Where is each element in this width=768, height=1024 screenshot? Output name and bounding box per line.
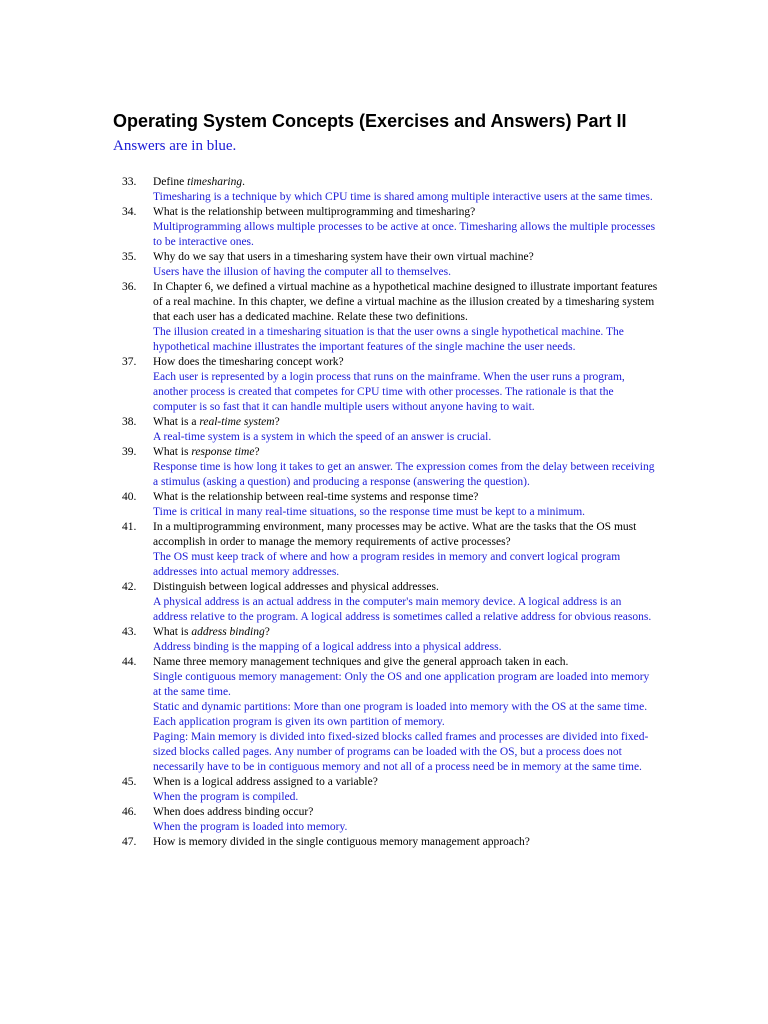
question-text-end: ? bbox=[274, 416, 280, 428]
question-text bbox=[153, 655, 658, 670]
qa-item bbox=[0, 625, 658, 655]
question-text-main: Distinguish between logical addresses and physical addresses. bbox=[153, 581, 439, 593]
answer-text: Each user is represented by a login process that runs on the mainframe. When the user runs a program, another process is created that competes for CPU time with other processes. The rationale is that the computer is so fast that it can handle multiple users without anyone having to wait. bbox=[153, 371, 625, 413]
question-text bbox=[153, 445, 658, 460]
answer-text: Address binding is the mapping of a logical address into a physical address. bbox=[153, 641, 502, 653]
qa-item bbox=[0, 205, 658, 250]
answer-text: Single contiguous memory management: Only the OS and one application program are loaded into memory at the same time. bbox=[153, 671, 650, 698]
question-text-end: ? bbox=[254, 446, 260, 458]
question-number: 39. bbox=[122, 446, 137, 458]
qa-item bbox=[0, 805, 658, 835]
answer-text: Users have the illusion of having the computer all to themselves. bbox=[153, 266, 451, 278]
question-text-main: How does the timesharing concept work? bbox=[153, 356, 344, 368]
question-text-main: In Chapter 6, we defined a virtual machine as a hypothetical machine designed to illustrate important features of a real machine. In this chapter, we define a virtual machine as the illusion created by a timesharing system that each user has a dedicated machine. Relate these two definitions. bbox=[153, 281, 658, 323]
question-text-main: What is a bbox=[153, 416, 200, 428]
question-text-main: Define bbox=[153, 176, 188, 188]
page-title: Operating System Concepts (Exercises and Answers) Part II bbox=[113, 111, 627, 131]
question-term: response time bbox=[191, 446, 255, 458]
question-number: 42. bbox=[122, 581, 137, 593]
qa-list bbox=[0, 175, 768, 850]
question-term: real-time system bbox=[199, 416, 275, 428]
answer-text: Response time is how long it takes to get an answer. The expression comes from the delay between receiving a stimulus (asking a question) and producing a response (answering the question). bbox=[153, 461, 655, 488]
qa-item bbox=[0, 520, 658, 580]
qa-item bbox=[0, 250, 658, 280]
answer-text: The illusion created in a timesharing situation is that the user owns a single hypothetical machine. The hypothetical machine illustrates the important features of the single machine the user needs. bbox=[153, 326, 624, 353]
question-term: address binding bbox=[191, 626, 265, 638]
qa-item bbox=[0, 655, 658, 775]
question-text-main: What is the relationship between multiprogramming and timesharing? bbox=[153, 206, 476, 218]
qa-item bbox=[0, 775, 658, 805]
answer-text: The OS must keep track of where and how a program resides in memory and convert logical program addresses into actual memory addresses. bbox=[153, 551, 621, 578]
answer-text: When the program is compiled. bbox=[153, 791, 299, 803]
question-number: 46. bbox=[122, 806, 137, 818]
question-text bbox=[153, 805, 658, 820]
question-text-main: Name three memory management techniques and give the general approach taken in each. bbox=[153, 656, 569, 668]
qa-item bbox=[0, 415, 658, 445]
question-text bbox=[153, 280, 658, 325]
qa-item bbox=[0, 835, 658, 850]
answer-text: Static and dynamic partitions: More than one program is loaded into memory with the OS at the same time. Each application program is given its own partition of memory. bbox=[153, 701, 648, 728]
question-number: 45. bbox=[122, 776, 137, 788]
question-text bbox=[153, 835, 658, 850]
qa-item bbox=[0, 445, 658, 490]
question-text bbox=[153, 205, 658, 220]
question-text bbox=[153, 415, 658, 430]
question-text-end: . bbox=[242, 176, 245, 188]
question-number: 41. bbox=[122, 521, 137, 533]
qa-item bbox=[0, 355, 658, 415]
qa-item bbox=[0, 490, 658, 520]
question-text-main: When does address binding occur? bbox=[153, 806, 314, 818]
answer-text: Paging: Main memory is divided into fixed-sized blocks called frames and processes are divided into fixed-sized blocks called pages. Any number of programs can be loaded with the OS, but a process does not necessarily have to be in contiguous memory and not all of a process need be in memory at the same time. bbox=[153, 731, 649, 773]
question-number: 38. bbox=[122, 416, 137, 428]
question-text-main: Why do we say that users in a timesharing system have their own virtual machine? bbox=[153, 251, 534, 263]
question-text bbox=[153, 250, 658, 265]
question-text-end: ? bbox=[264, 626, 270, 638]
answer-text: When the program is loaded into memory. bbox=[153, 821, 348, 833]
question-text-main: What is bbox=[153, 626, 192, 638]
qa-item bbox=[0, 280, 658, 355]
question-number: 40. bbox=[122, 491, 137, 503]
question-text-main: What is the relationship between real-time systems and response time? bbox=[153, 491, 479, 503]
question-text-main: What is bbox=[153, 446, 192, 458]
answer-text: A real-time system is a system in which the speed of an answer is crucial. bbox=[153, 431, 492, 443]
question-text bbox=[153, 625, 658, 640]
question-number: 47. bbox=[122, 836, 137, 848]
qa-item bbox=[0, 175, 658, 205]
question-term: timesharing bbox=[187, 176, 243, 188]
question-text bbox=[153, 520, 658, 550]
answer-text: Multiprogramming allows multiple processes to be active at once. Timesharing allows the multiple processes to be interactive ones. bbox=[153, 221, 656, 248]
question-number: 33. bbox=[122, 176, 137, 188]
answer-text: Timesharing is a technique by which CPU time is shared among multiple interactive users at the same times. bbox=[153, 191, 653, 203]
question-text bbox=[153, 580, 658, 595]
page-subtitle: Answers are in blue. bbox=[113, 138, 237, 154]
question-number: 37. bbox=[122, 356, 137, 368]
question-number: 43. bbox=[122, 626, 137, 638]
question-text-main: How is memory divided in the single contiguous memory management approach? bbox=[153, 836, 530, 848]
question-number: 34. bbox=[122, 206, 137, 218]
question-number: 36. bbox=[122, 281, 137, 293]
question-text-main: When is a logical address assigned to a variable? bbox=[153, 776, 378, 788]
question-number: 35. bbox=[122, 251, 137, 263]
question-text bbox=[153, 175, 658, 190]
question-text bbox=[153, 775, 658, 790]
qa-item bbox=[0, 580, 658, 625]
question-text bbox=[153, 490, 658, 505]
question-number: 44. bbox=[122, 656, 137, 668]
question-text-main: In a multiprogramming environment, many processes may be active. What are the tasks that the OS must accomplish in order to manage the memory requirements of active processes? bbox=[153, 521, 637, 548]
answer-text: Time is critical in many real-time situations, so the response time must be kept to a minimum. bbox=[153, 506, 586, 518]
answer-text: A physical address is an actual address in the computer's main memory device. A logical address is an address relative to the program. A logical address is sometimes called a relative address for obvious reasons. bbox=[153, 596, 652, 623]
question-text bbox=[153, 355, 658, 370]
